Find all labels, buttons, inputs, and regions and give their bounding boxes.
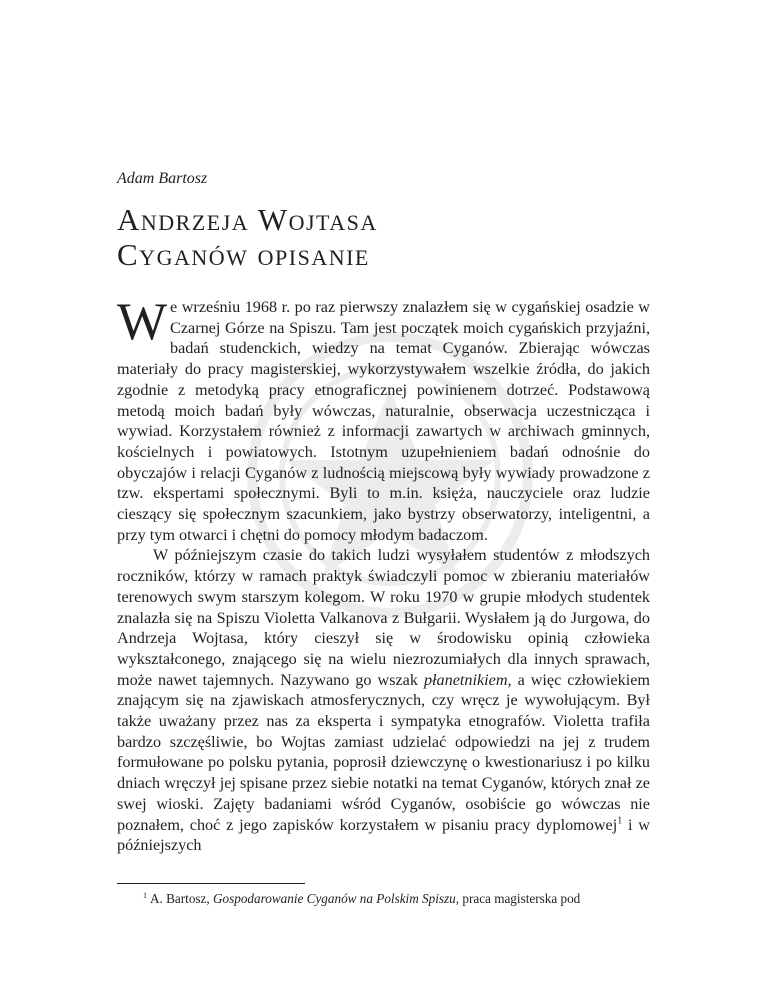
footnote-prefix: A. Bartosz,	[150, 891, 213, 906]
paragraph-2-text-a: W późniejszym czasie do takich ludzi wysyłałem studentów z młodszych roczników, którzy w ramach praktyk świadczyli pomoc w zbieraniu materiałów terenowych swym starszym kolegom. W roku 1970 w grupie młodych studentek znalazła się na Spiszu Violetta Valkanova z Bułgarii. Wysłałem ją do Jurgowa, do Andrzeja Wojtasa, który cieszył się w środowisku opinią człowieka wykształconego, znającego się na wielu niezrozumiałych dla innych sprawach, może nawet tajemnych. Nazywano go wszak	[117, 546, 650, 689]
drop-cap: W	[117, 293, 168, 351]
footnote-reference[interactable]: 1	[617, 815, 623, 827]
paragraph-2	[117, 545, 650, 856]
article-body	[117, 293, 650, 856]
author-name: Adam Bartosz	[117, 170, 208, 187]
footnote-title: Gospodarowanie Cyganów na Polskim Spiszu	[213, 891, 456, 906]
paragraph-1	[117, 293, 650, 545]
title-line-2: Cyganów opisanie	[117, 237, 370, 272]
footnote	[143, 890, 653, 907]
paragraph-1-text: e wrześniu 1968 r. po raz pierwszy znalazłem się w cygańskiej osadzie w Czarnej Górze na Spiszu. Tam jest początek moich cygańskich przyjaźni, badań studenckich, wiedzy na temat Cyganów. Zbierając wówczas materiały do pracy magisterskiej, wykorzystywałem wszelkie źródła, do jakich zgodnie z metodyką pracy etnograficznej powinienem dotrzeć. Podstawową metodą moich badań były wówczas, naturalnie, obserwacja uczestnicząca i wywiad. Korzystałem również z informacji zawartych w archiwach gminnych, kościelnych i powiatowych. Istotnym uzupełnieniem badań odnośnie do obyczajów i relacji Cyganów z ludnością miejscową były wywiady prowadzone z tzw. ekspertami społecznymi. Byli to m.in. księża, nauczyciele oraz ludzie cieszący się społecznym szacunkiem, jako bystrzy obserwatorzy, inteligentni, a przy tym otwarci i chętni do pomocy młodym badaczom.	[117, 298, 650, 544]
footnote-separator	[117, 883, 305, 884]
article-title	[117, 202, 378, 272]
paragraph-2-text-b: a więc człowiekiem znającym się na zjawiskach atmosferycznych, czy wręcz je wywołującym. Był także uważany przez nas za eksperta i sympatyka etnografów. Violetta trafiła bardzo szczęśliwie, bo Wojtas zamiast udzielać odpowiedzi na jej z trudem formułowane po polsku pytania, poprosił dziewczynę o kwestionariusz i po kilku dniach wręczył jej spisane przez siebie notatki na temat Cyganów, których znał ze swej wioski. Zajęty badaniami wśród Cyganów, osobiście go wówczas nie poznałem, choć z jego zapisków korzystałem w pisaniu pracy dyplomowej	[117, 670, 650, 834]
footnote-marker: 1	[143, 890, 147, 900]
paragraph-2-text-c: i w późniejszych	[117, 815, 650, 855]
title-line-1: Andrzeja Wojtasa	[117, 202, 378, 237]
paragraph-2-italic-term: płanetnikiem,	[423, 670, 512, 689]
footnote-suffix: , praca magisterska pod	[455, 891, 581, 906]
